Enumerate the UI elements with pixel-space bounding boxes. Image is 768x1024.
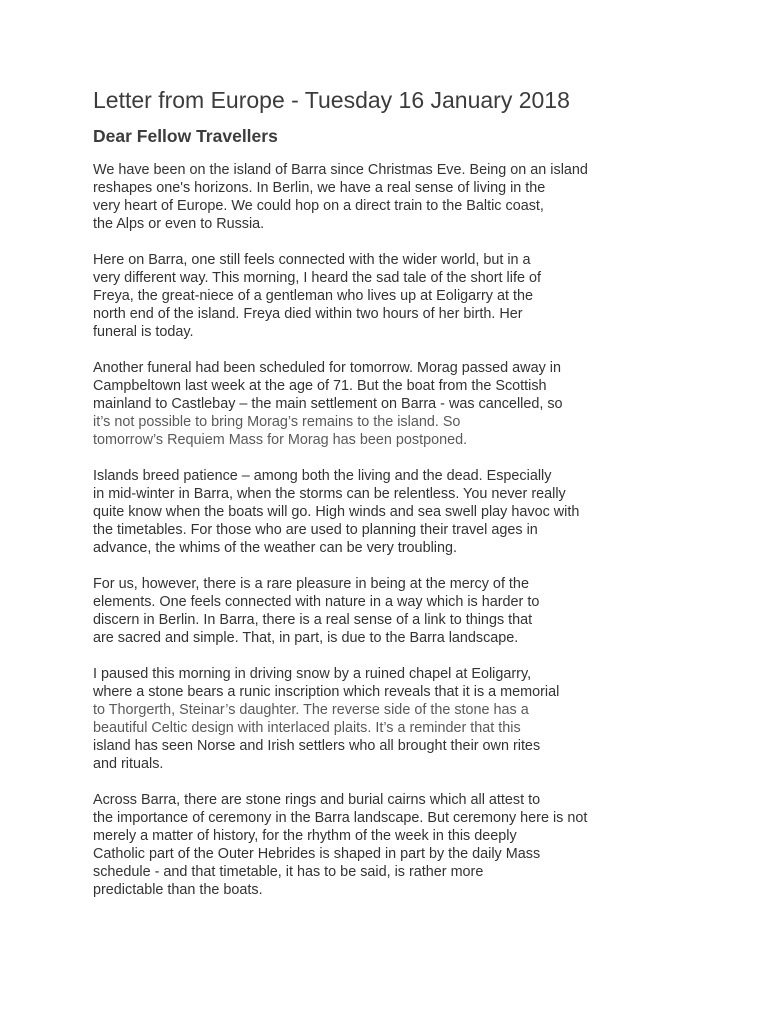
text-line: For us, however, there is a rare pleasure in being at the mercy of the (93, 576, 529, 592)
paragraph-7 (93, 791, 653, 899)
text-line: Here on Barra, one still feels connected with the wider world, but in a (93, 252, 531, 268)
text-line: island has seen Norse and Irish settlers who all brought their own rites (93, 738, 541, 754)
text-line: in mid-winter in Barra, when the storms can be relentless. You never really (93, 486, 566, 502)
letter-salutation: Dear Fellow Travellers (93, 126, 278, 146)
text-line: it’s not possible to bring Morag’s remains to the island. So (93, 414, 461, 430)
letter-page (93, 84, 653, 899)
text-line: the timetables. For those who are used to planning their travel ages in (93, 522, 538, 538)
text-line: are sacred and simple. That, in part, is due to the Barra landscape. (93, 630, 519, 646)
text-line: where a stone bears a runic inscription which reveals that it is a memorial (93, 684, 560, 700)
text-line: discern in Berlin. In Barra, there is a real sense of a link to things that (93, 612, 533, 628)
text-line: Another funeral had been scheduled for tomorrow. Morag passed away in (93, 360, 561, 376)
text-line: funeral is today. (93, 324, 194, 340)
text-line: to Thorgerth, Steinar’s daughter. The reverse side of the stone has a (93, 702, 529, 718)
letter-body (93, 161, 653, 899)
paragraph-4 (93, 467, 653, 557)
text-line: quite know when the boats will go. High winds and sea swell play havoc with (93, 504, 580, 520)
text-line: Across Barra, there are stone rings and burial cairns which all attest to (93, 792, 541, 808)
text-line: elements. One feels connected with nature in a way which is harder to (93, 594, 540, 610)
text-line: the Alps or even to Russia. (93, 216, 265, 232)
text-line: advance, the whims of the weather can be very troubling. (93, 540, 457, 556)
text-line: Catholic part of the Outer Hebrides is shaped in part by the daily Mass (93, 846, 541, 862)
paragraph-2 (93, 251, 653, 341)
paragraph-3 (93, 359, 653, 449)
text-line: merely a matter of history, for the rhythm of the week in this deeply (93, 828, 517, 844)
paragraph-6 (93, 665, 653, 773)
text-line: very different way. This morning, I heard the sad tale of the short life of (93, 270, 541, 286)
text-line: mainland to Castlebay – the main settlement on Barra - was cancelled, so (93, 396, 563, 412)
text-line: Islands breed patience – among both the living and the dead. Especially (93, 468, 552, 484)
letter-title: Letter from Europe - Tuesday 16 January 2018 (93, 87, 570, 113)
paragraph-1 (93, 161, 653, 233)
text-line: the importance of ceremony in the Barra landscape. But ceremony here is not (93, 810, 588, 826)
text-line: predictable than the boats. (93, 882, 263, 898)
text-line: Campbeltown last week at the age of 71. But the boat from the Scottish (93, 378, 547, 394)
text-line: very heart of Europe. We could hop on a direct train to the Baltic coast, (93, 198, 544, 214)
text-line: tomorrow’s Requiem Mass for Morag has been postponed. (93, 432, 468, 448)
text-line: reshapes one's horizons. In Berlin, we have a real sense of living in the (93, 180, 546, 196)
text-line: I paused this morning in driving snow by a ruined chapel at Eoligarry, (93, 666, 532, 682)
text-line: schedule - and that timetable, it has to be said, is rather more (93, 864, 484, 880)
text-line: We have been on the island of Barra since Christmas Eve. Being on an island (93, 162, 588, 178)
text-line: and rituals. (93, 756, 164, 772)
text-line: north end of the island. Freya died within two hours of her birth. Her (93, 306, 523, 322)
text-line: beautiful Celtic design with interlaced plaits. It’s a reminder that this (93, 720, 521, 736)
paragraph-5 (93, 575, 653, 647)
text-line: Freya, the great-niece of a gentleman who lives up at Eoligarry at the (93, 288, 533, 304)
